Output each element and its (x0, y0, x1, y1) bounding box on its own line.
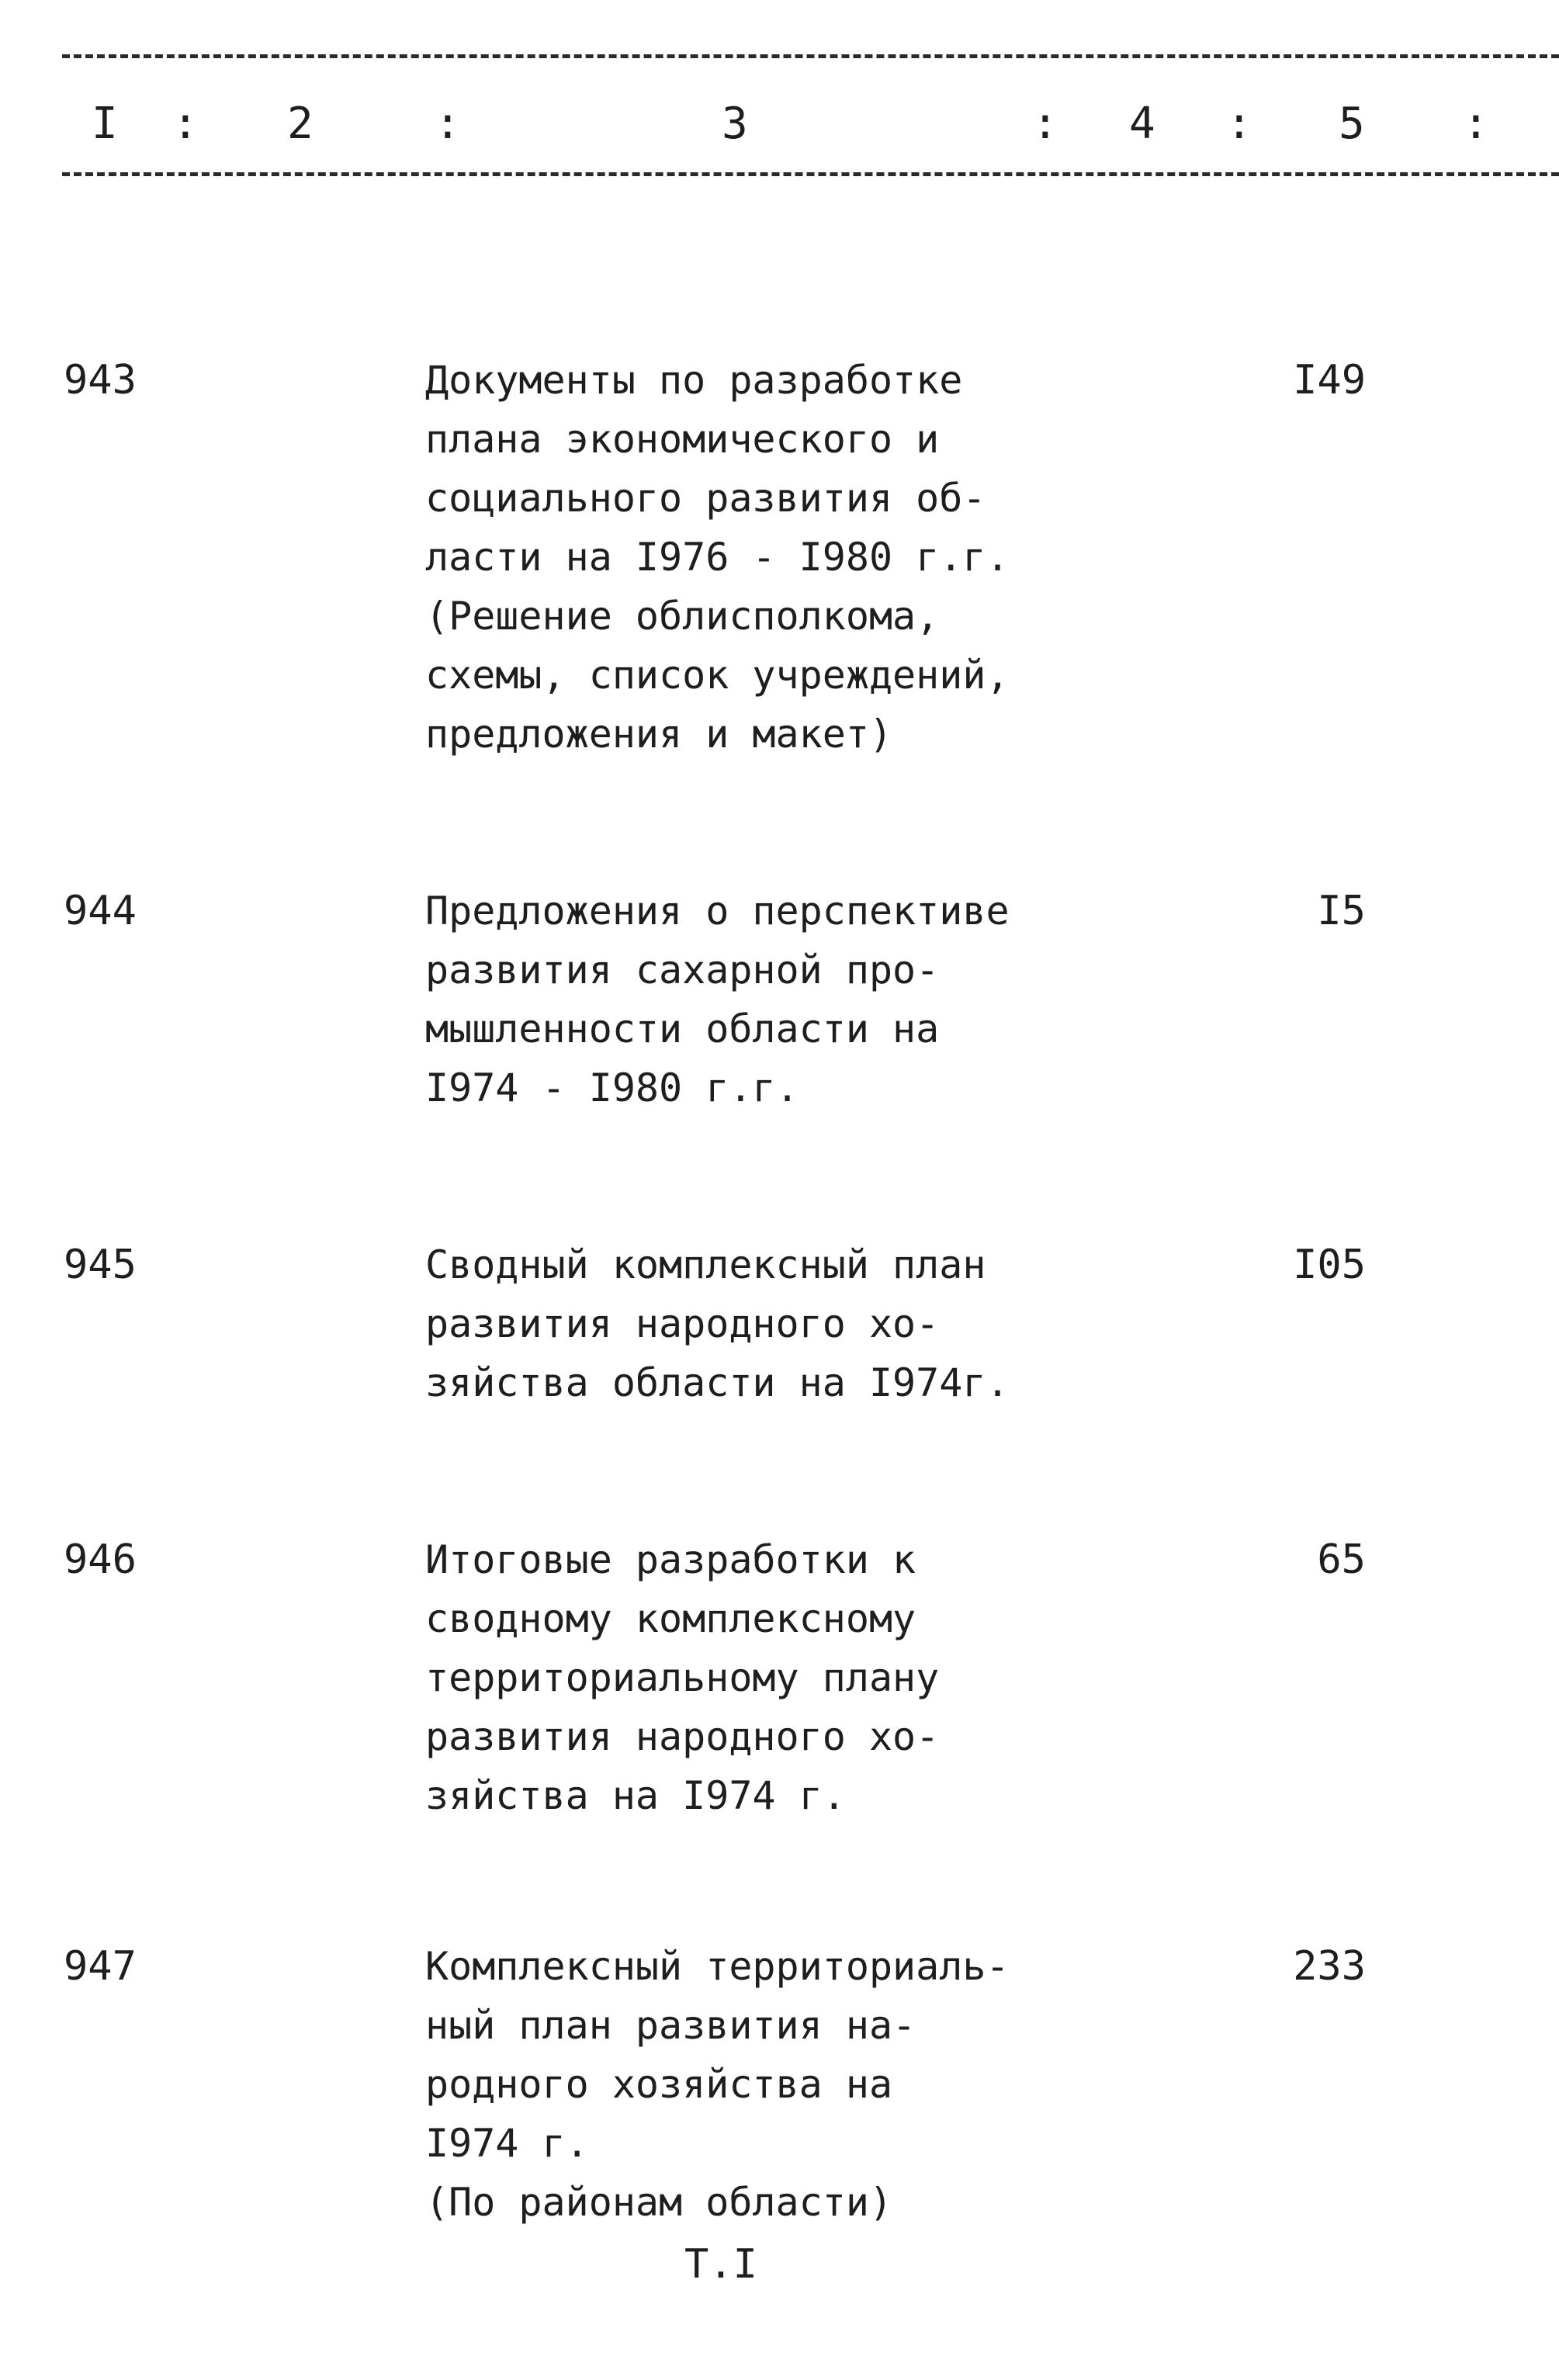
entry-description-line: предложения и макет) (425, 712, 893, 757)
header-bottom-rule (62, 172, 1559, 176)
entry-description-line: сводному комплексному (425, 1596, 916, 1641)
entry-description-line: (По районам области) (425, 2180, 893, 2225)
entry-description (425, 351, 1108, 764)
entry-description (425, 1530, 1108, 1825)
entry-description-line: I974 - I980 г.г. (425, 1065, 799, 1110)
entry-number: 943 (64, 357, 137, 404)
header-col-4: 4 (1129, 99, 1155, 149)
entry-description-line: I974 г. (425, 2121, 589, 2166)
entry-number: 946 (64, 1536, 137, 1583)
entry-description (425, 1937, 1108, 2232)
entry-description-line: ный план развития на- (425, 2003, 916, 2048)
entry-number: 944 (64, 888, 137, 934)
entry-description-line: зяйства на I974 г. (425, 1773, 846, 1818)
volume-label: Т.I (684, 2241, 757, 2288)
header-col-2: 2 (287, 99, 314, 149)
entry-sheet-count: I49 (1293, 357, 1366, 404)
entry-description-line: Сводный комплексный план (425, 1242, 986, 1287)
header-separator-2: : (435, 99, 461, 149)
entry-description-line: Комплексный территориаль- (425, 1944, 1010, 1989)
entry-description-line: зяйства области на I974г. (425, 1360, 1010, 1405)
entry-number: 947 (64, 1943, 137, 1990)
entry-description-line: родного хозяйства на (425, 2062, 893, 2107)
entry-description-line: Предложения о перспективе (425, 889, 1010, 934)
entry-description-line: развития народного хо- (425, 1714, 940, 1759)
header-separator-1: : (172, 99, 199, 149)
header-separator-4: : (1226, 99, 1252, 149)
header-col-1: I (92, 99, 118, 149)
entry-description (425, 1235, 1108, 1412)
entry-description-line: схемы, список учреждений, (425, 653, 1010, 698)
header-top-rule (62, 54, 1559, 58)
header-col-3: 3 (722, 99, 748, 149)
entry-description-line: Документы по разработке (425, 358, 963, 403)
entry-description-line: (Решение облисполкома, (425, 594, 940, 639)
entry-description-line: социального развития об- (425, 476, 986, 521)
entry-description-line: плана экономического и (425, 417, 940, 462)
entry-description-line: развития народного хо- (425, 1301, 940, 1346)
entry-sheet-count: 233 (1293, 1943, 1366, 1990)
entry-description-line: территориальному плану (425, 1655, 940, 1700)
header-col-5: 5 (1339, 99, 1365, 149)
entry-sheet-count: I05 (1293, 1242, 1366, 1288)
entry-sheet-count: I5 (1317, 888, 1366, 934)
header-separator-3: : (1032, 99, 1058, 149)
entry-sheet-count: 65 (1317, 1536, 1366, 1583)
entry-description-line: Итоговые разработки к (425, 1537, 916, 1582)
header-separator-5: : (1463, 99, 1489, 149)
entry-description-line: ласти на I976 - I980 г.г. (425, 535, 1010, 580)
entry-description-line: мышленности области на (425, 1006, 940, 1051)
entry-number: 945 (64, 1242, 137, 1288)
entry-description (425, 882, 1108, 1117)
entry-description-line: развития сахарной про- (425, 947, 940, 993)
